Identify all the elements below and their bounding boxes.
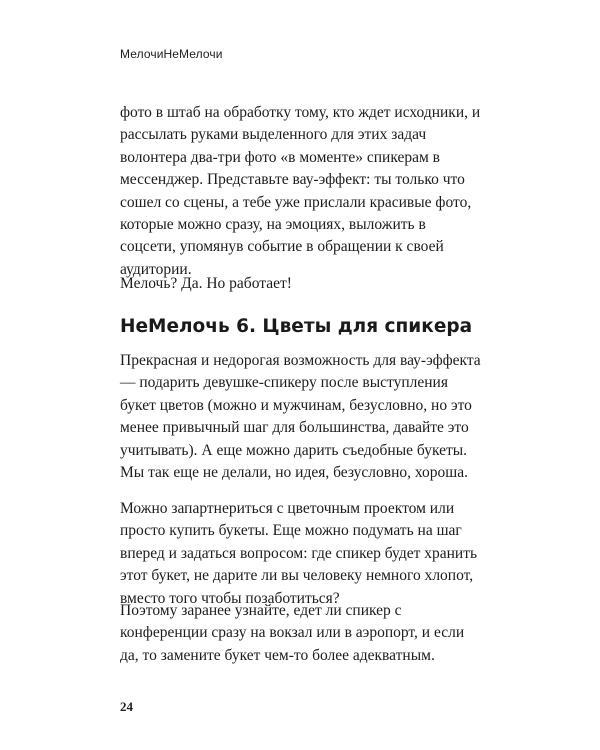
paragraph-photos (120, 102, 485, 281)
running-header: МелочиНеМелочи (120, 47, 223, 61)
paragraph-flowers (120, 350, 485, 484)
paragraph-text: Можно запартнериться с цветочным проектом или просто купить букеты. Еще можно подумать на шаг вперед и задаться вопросом: где спикер будет хранить этот букет, не дарите ли вы человеку немного хлопот, вместо того чтобы позаботиться? (120, 500, 478, 607)
page-number: 24 (120, 699, 133, 714)
paragraph-text: Мелочь? Да. Но работает! (120, 275, 292, 292)
paragraph-advice (120, 600, 485, 667)
paragraph-text: Поэтому заранее узнайте, едет ли спикер с конференции сразу на вокзал или в аэропорт, и если да, то замените букет чем-то более адекватным. (120, 602, 465, 664)
paragraph-text: Прекрасная и недорогая возможность для вау-эффекта — подарить девушке-спикеру после выступления букет цветов (можно и мужчинам, безусловно, но это менее привычный шаг для большинства, давайте это учитывать). А еще можно дарить съедобные букеты. Мы так еще не делали, но идея, безусловно, хороша. (120, 352, 481, 482)
paragraph-conclusion (120, 273, 485, 295)
paragraph-text: фото в штаб на обработку тому, кто ждет исходники, и рассылать руками выделенного для этих задач волонтера два-три фото «в моменте» спикерам в мессенджер. Представьте вау-эффект: ты только что сошел со сцены, а тебе уже прислали красивые фото, которые можно сразу, на эмоциях, выложить в соцсети, упомянув событие в обращении к своей аудитории. (120, 104, 481, 278)
paragraph-partner (120, 498, 485, 610)
section-heading: НеМелочь 6. Цветы для спикера (120, 316, 473, 337)
